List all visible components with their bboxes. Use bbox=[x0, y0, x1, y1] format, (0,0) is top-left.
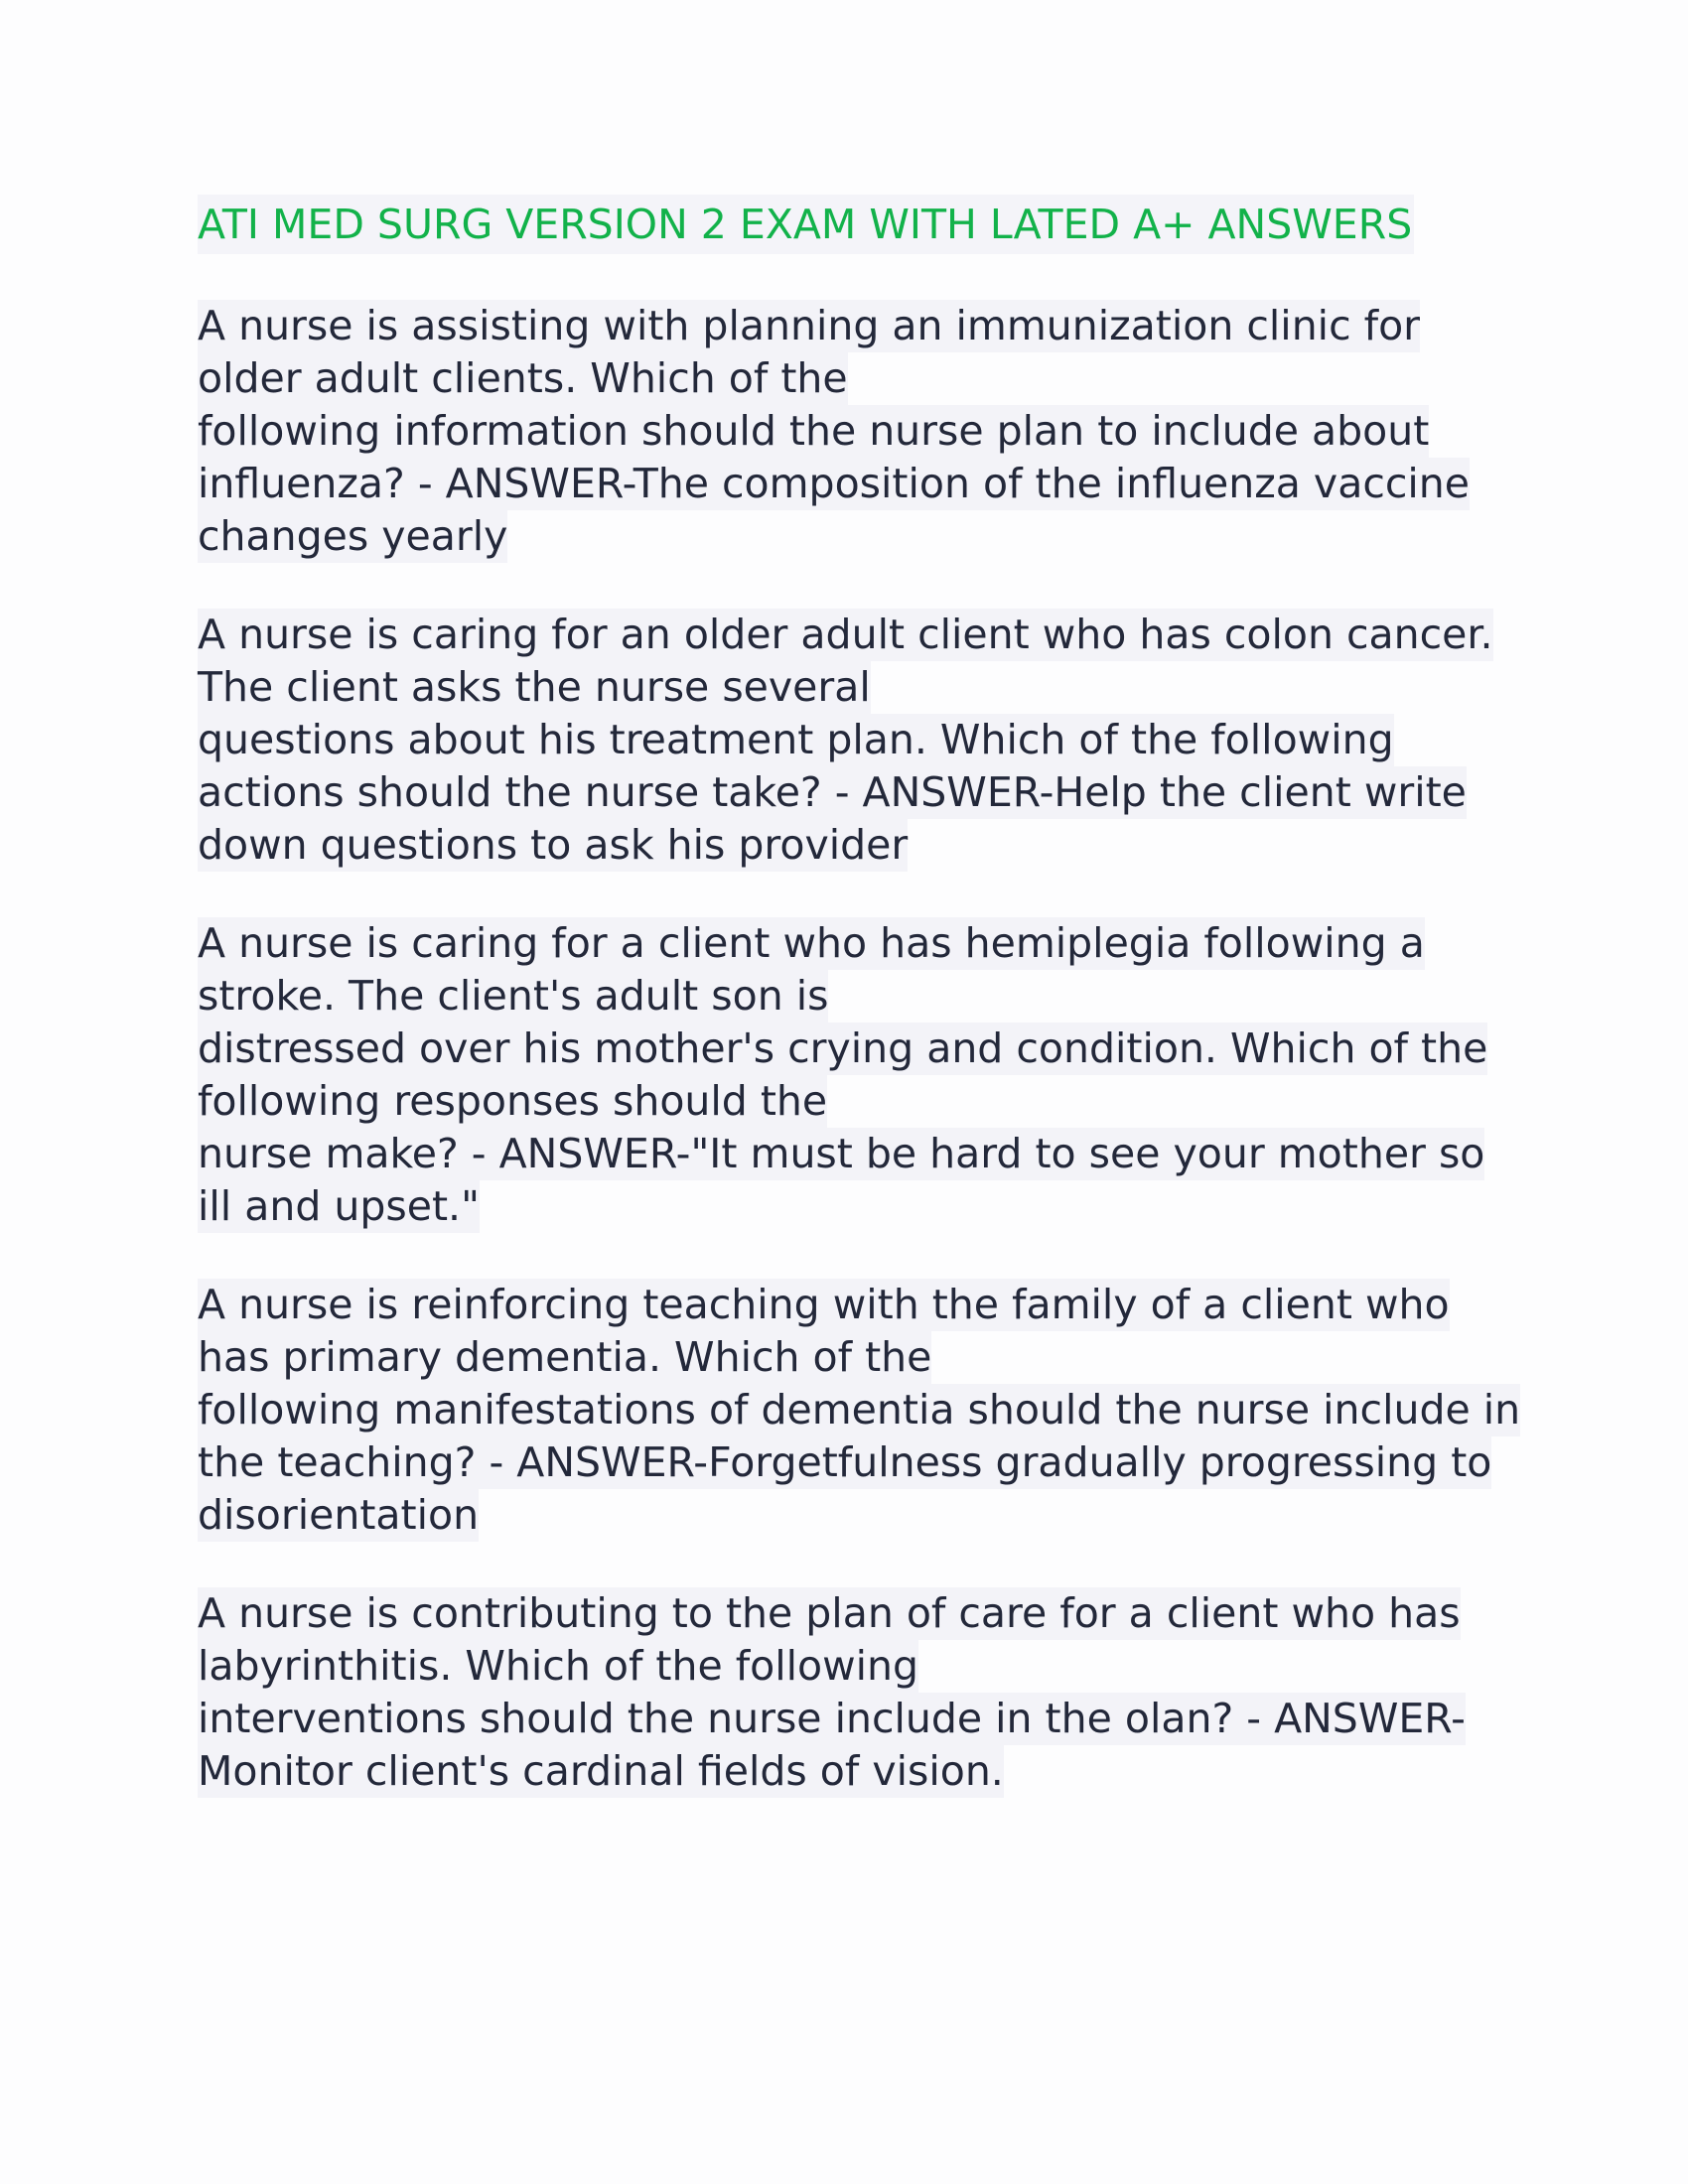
qa-line: actions should the nurse take? - ANSWER-Help the client write bbox=[198, 766, 1467, 819]
qa-line: ill and upset." bbox=[198, 1180, 480, 1233]
qa-line: disorientation bbox=[198, 1489, 479, 1542]
qa-item bbox=[198, 1279, 1521, 1542]
qa-line: labyrinthitis. Which of the following bbox=[198, 1640, 918, 1693]
qa-item bbox=[198, 609, 1508, 872]
qa-line: down questions to ask his provider bbox=[198, 819, 908, 872]
qa-line: A nurse is reinforcing teaching with the family of a client who bbox=[198, 1279, 1450, 1331]
qa-line: A nurse is contributing to the plan of care for a client who has bbox=[198, 1587, 1461, 1640]
qa-line: interventions should the nurse include in the olan? - ANSWER- bbox=[198, 1693, 1466, 1745]
title-row bbox=[198, 195, 1508, 254]
qa-item bbox=[198, 917, 1508, 1233]
qa-line: A nurse is caring for a client who has hemiplegia following a bbox=[198, 917, 1425, 970]
qa-line: questions about his treatment plan. Which of the following bbox=[198, 714, 1394, 766]
qa-line: A nurse is assisting with planning an immunization clinic for bbox=[198, 300, 1420, 352]
qa-line: following manifestations of dementia should the nurse include in bbox=[198, 1384, 1520, 1436]
qa-line: stroke. The client's adult son is bbox=[198, 970, 828, 1023]
document-content bbox=[198, 195, 1521, 1798]
qa-item bbox=[198, 300, 1508, 563]
qa-line: following responses should the bbox=[198, 1075, 827, 1128]
qa-line: changes yearly bbox=[198, 510, 507, 563]
qa-line: older adult clients. Which of the bbox=[198, 352, 848, 405]
qa-line: Monitor client's cardinal fields of vision. bbox=[198, 1745, 1004, 1798]
qa-line: influenza? - ANSWER-The composition of the influenza vaccine bbox=[198, 458, 1470, 510]
qa-line: distressed over his mother's crying and condition. Which of the bbox=[198, 1023, 1487, 1075]
qa-line: The client asks the nurse several bbox=[198, 661, 871, 714]
qa-item bbox=[198, 1587, 1508, 1798]
qa-line: nurse make? - ANSWER-"It must be hard to see your mother so bbox=[198, 1128, 1484, 1180]
document-title: ATI MED SURG VERSION 2 EXAM WITH LATED A+ ANSWERS bbox=[198, 195, 1414, 254]
qa-line: A nurse is caring for an older adult client who has colon cancer. bbox=[198, 609, 1493, 661]
qa-line: has primary dementia. Which of the bbox=[198, 1331, 931, 1384]
qa-line: following information should the nurse plan to include about bbox=[198, 405, 1429, 458]
qa-line: the teaching? - ANSWER-Forgetfulness gradually progressing to bbox=[198, 1436, 1491, 1489]
